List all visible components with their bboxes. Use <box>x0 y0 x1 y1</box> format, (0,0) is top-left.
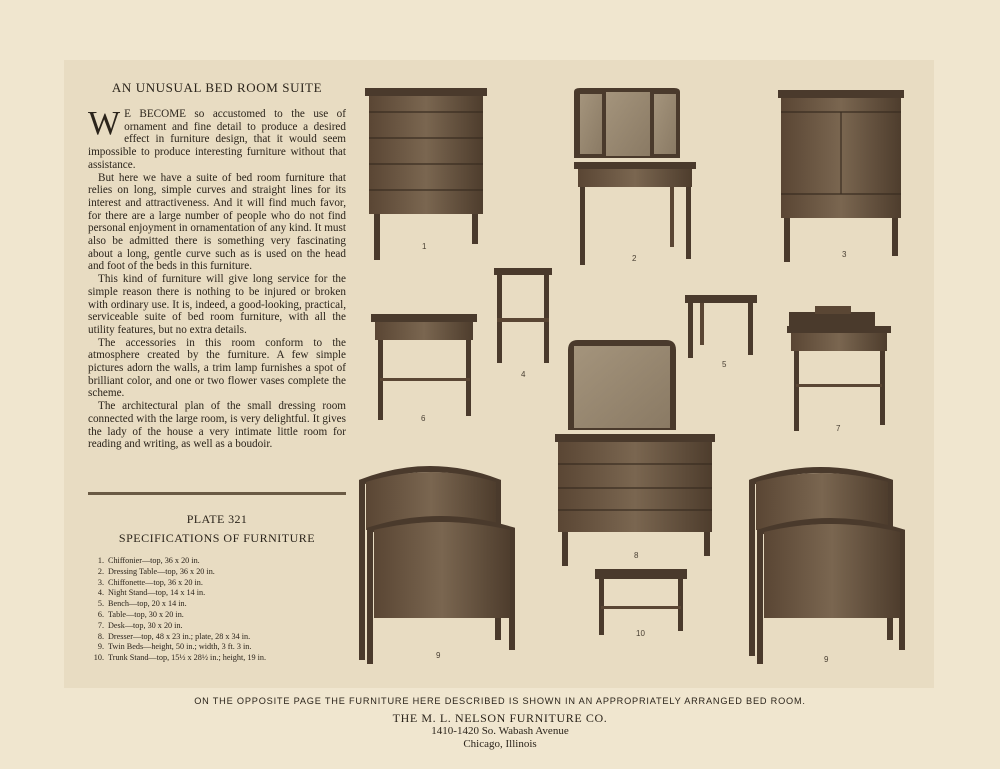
article-paragraph: The accessories in this room conform to the atmosphere created by the furniture. A few simple pictures adorn the walls, a trim lamp furnishes a spot of brilliant color, and one or two flower vases complete the scheme. <box>88 336 346 400</box>
figure-number: 3 <box>842 250 847 259</box>
figure-number: 2 <box>632 254 637 263</box>
night-stand-illustration <box>494 268 552 363</box>
spec-item: 9. Twin Beds—height, 50 in.; width, 3 ft. 3 in. <box>97 642 252 652</box>
figure-number: 9 <box>824 655 829 664</box>
drop-cap: W <box>88 105 121 142</box>
company-name: THE M. L. NELSON FURNITURE CO. <box>392 711 608 725</box>
spec-item: 3. Chiffonette—top, 36 x 20 in. <box>97 577 203 587</box>
figure-number: 4 <box>521 370 526 379</box>
spec-item: 8. Dresser—top, 48 x 23 in.; plate, 28 x 34 in. <box>97 631 251 641</box>
footer-note: ON THE OPPOSITE PAGE THE FURNITURE HERE DESCRIBED IS SHOWN IN AN APPROPRIATELY ARRANGED BED ROOM. <box>194 696 806 706</box>
twin-bed-left-illustration <box>362 469 512 664</box>
dresser-illustration <box>555 340 715 566</box>
company-city: Chicago, Illinois <box>463 738 537 750</box>
figure-number: 1 <box>422 242 427 251</box>
figure-number: 8 <box>634 551 639 560</box>
figure-number: 9 <box>436 651 441 660</box>
spec-item: 10. Trunk Stand—top, 15½ x 28½ in.; height, 19 in. <box>93 653 266 663</box>
spec-item: 7. Desk—top, 30 x 20 in. <box>97 620 183 630</box>
chiffonier-illustration <box>365 88 487 260</box>
spec-item: 4. Night Stand—top, 14 x 14 in. <box>97 588 206 598</box>
figure-number: 7 <box>836 424 841 433</box>
spec-item: 6. Table—top, 30 x 20 in. <box>97 609 184 619</box>
spec-item: 5. Bench—top, 20 x 14 in. <box>97 599 187 609</box>
plate-label: PLATE 321 <box>186 512 248 526</box>
trunk-stand-illustration <box>595 569 687 635</box>
article-title: AN UNUSUAL BED ROOM SUITE <box>111 80 323 95</box>
company-address: 1410-1420 So. Wabash Avenue <box>431 725 569 737</box>
article-paragraph: This kind of furniture will give long service for the simple reason there is nothing to be injured or broken with ordinary use. It is, indeed, a good-looking, practical, serviceable suite of bed room furniture, with all the utility features, but no extra details. <box>88 273 346 336</box>
article-paragraph: The architectural plan of the small dressing room connected with the large room, is very delightful. It gives the lady of the house a very intimate little room for reading and writing, as well as a boudoir. <box>88 400 346 451</box>
article-paragraph: W E BECOME so accustomed to the use of ornament and fine detail to produce a desired effect in furniture design, that it would seem impossible to produce interesting furniture without that assistance. <box>88 105 346 171</box>
twin-bed-right-illustration <box>752 470 902 664</box>
table-illustration <box>371 314 477 420</box>
figure-number: 10 <box>636 629 645 638</box>
desk-illustration <box>787 306 891 431</box>
bench-illustration <box>685 295 757 358</box>
article-paragraph: But here we have a suite of bed room furniture that relies on long, simple curves and straight lines for its interest and attractiveness. And it will find much favor, for there are a large number of people who do not find personal enjoyment in ornamentation of any kind. It must also be admitted there is something very fascinating about a long, gentle curve such as is used on the head and foot of the beds in this furniture. <box>88 171 346 273</box>
specs-title: SPECIFICATIONS OF FURNITURE <box>118 531 316 545</box>
figure-number: 6 <box>421 414 426 423</box>
dressing-table-illustration <box>574 88 696 265</box>
figure-number: 5 <box>722 360 727 369</box>
spec-item: 1. Chiffonier—top, 36 x 20 in. <box>97 556 200 565</box>
chiffonette-illustration <box>778 90 904 262</box>
spec-item: 2. Dressing Table—top, 36 x 20 in. <box>97 566 215 576</box>
